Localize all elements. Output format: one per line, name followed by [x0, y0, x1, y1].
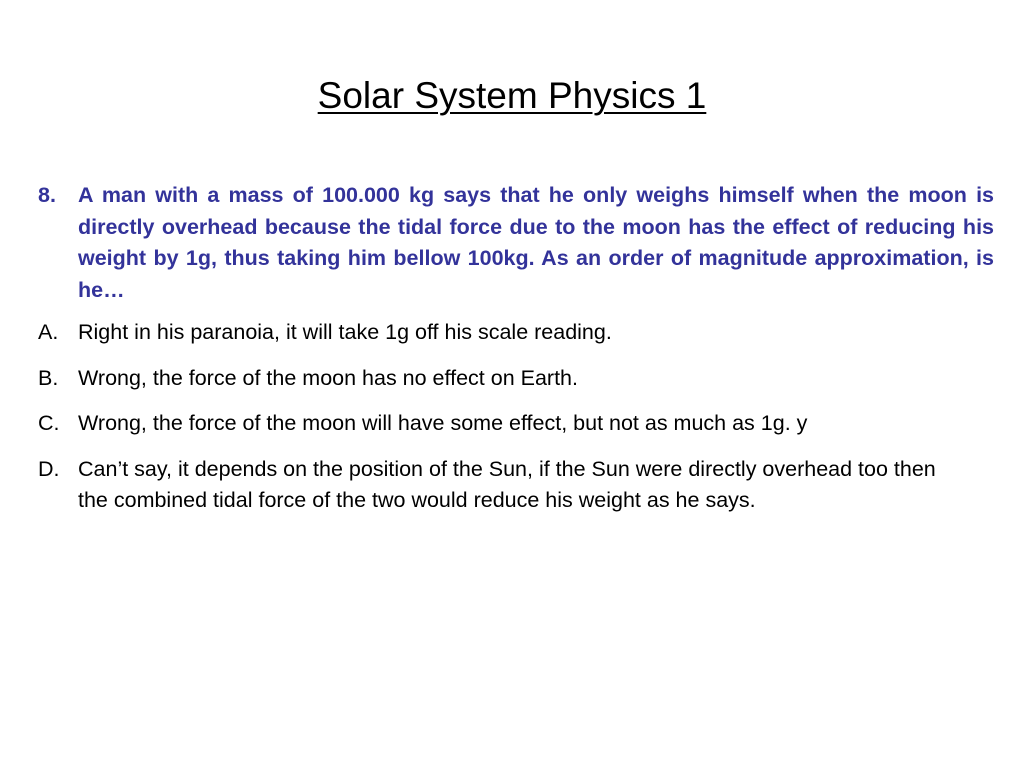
option-text: Wrong, the force of the moon will have some effect, but not as much as 1g. y — [78, 411, 808, 435]
option-a — [38, 317, 994, 349]
option-letter: D. — [38, 456, 60, 481]
option-text: Right in his paranoia, it will take 1g off his scale reading. — [78, 320, 612, 344]
slide-title: Solar System Physics 1 — [317, 75, 707, 116]
option-letter: A. — [38, 320, 59, 344]
option-text: Wrong, the force of the moon has no effect on Earth. — [78, 365, 578, 390]
question-number: 8. — [38, 183, 56, 207]
option-text: Can’t say, it depends on the position of the Sun, if the Sun were directly overhead too then the combined tidal force of the two would reduce his weight as he says. — [78, 456, 936, 512]
option-d — [38, 454, 994, 517]
answer-options — [38, 317, 994, 531]
option-letter: C. — [38, 411, 60, 435]
option-c — [38, 408, 994, 440]
question — [38, 180, 994, 306]
question-text: A man with a mass of 100.000 kg says that he only weighs himself when the moon is directly overhead because the tidal force due to the moon has the effect of reducing his weight by 1g, thus taking him bellow 100kg. As an order of magnitude approximation, is he… — [78, 183, 994, 302]
option-letter: B. — [38, 365, 59, 390]
option-b — [38, 363, 994, 395]
